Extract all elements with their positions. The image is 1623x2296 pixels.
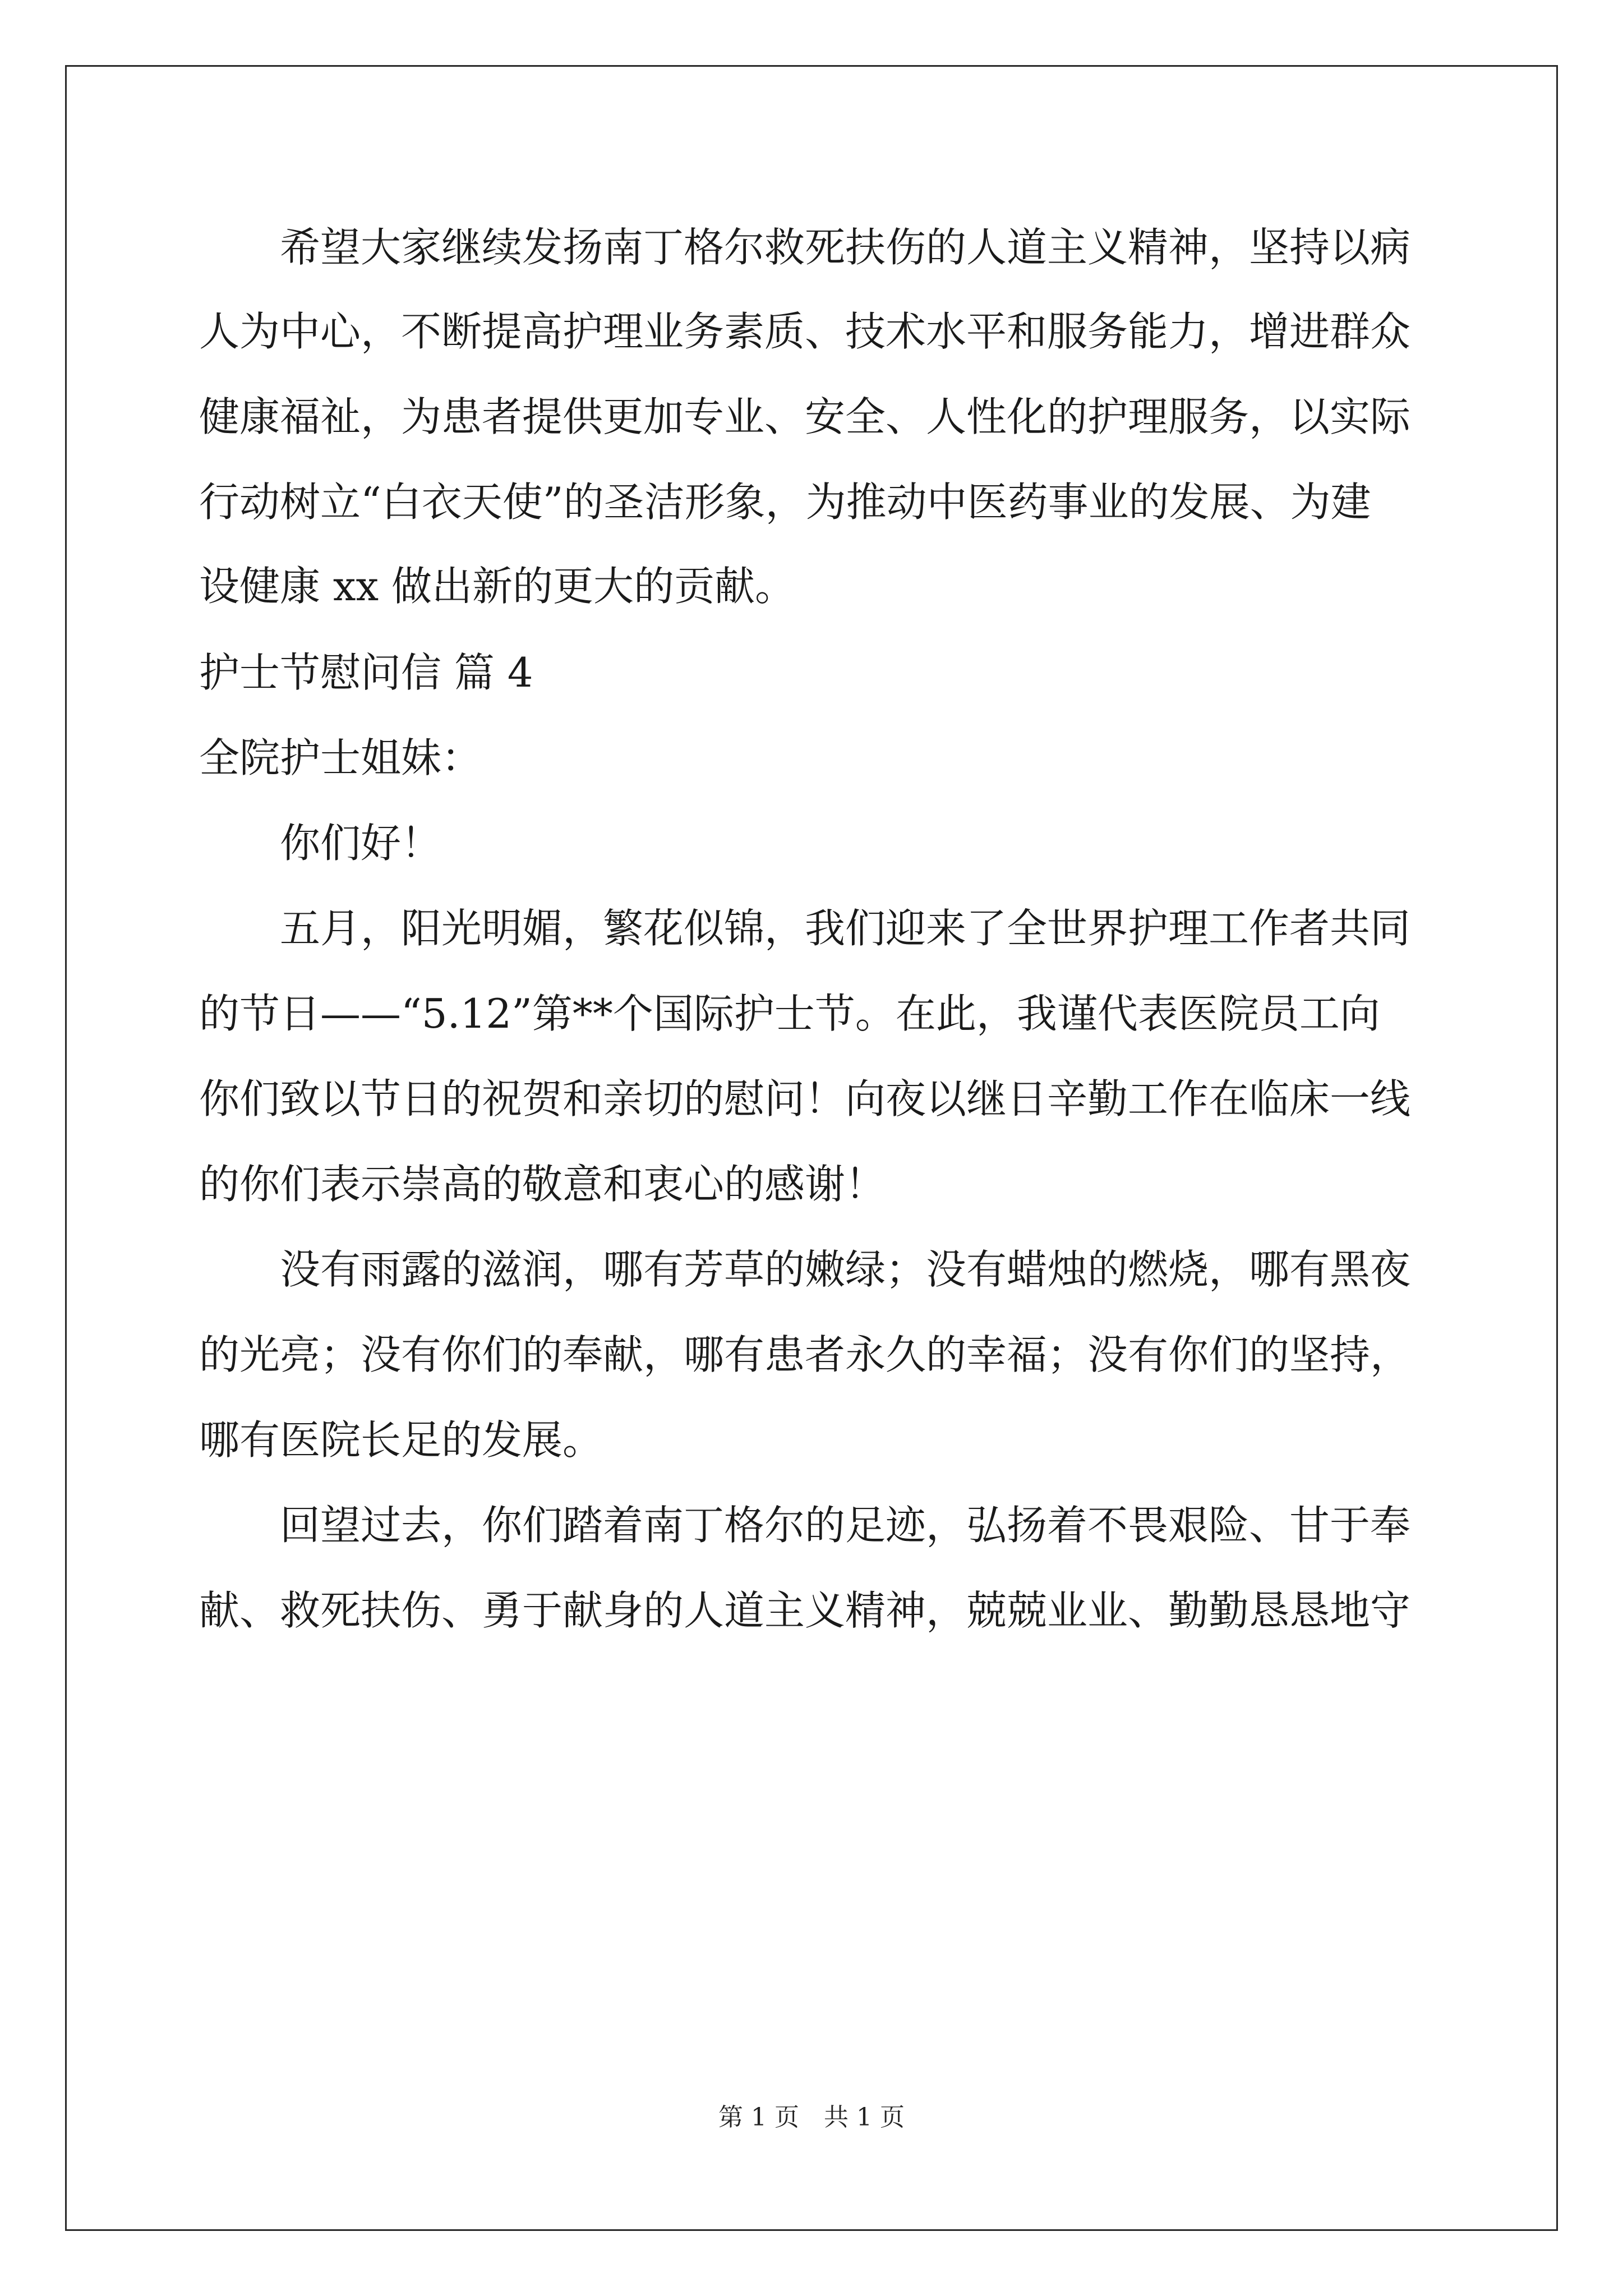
salutation: 全院护士姐妹： <box>199 734 482 781</box>
section-heading: 护士节慰问信 篇 4 <box>199 649 533 696</box>
greeting: 你们好！ <box>199 820 442 867</box>
text-line: 的你们表示崇高的敬意和衷心的感谢！ <box>199 1161 886 1208</box>
text-line: 健康福祉，为患者提供更加专业、安全、人性化的护理服务，以实际 <box>199 393 1411 440</box>
page-border <box>65 65 1558 2231</box>
text-line: 你们致以节日的祝贺和亲切的慰问！向夜以继日辛勤工作在临床一线 <box>199 1075 1411 1122</box>
text-line: 设健康 xx 做出新的更大的贡献。 <box>199 563 795 610</box>
text-line: 哪有医院长足的发展。 <box>199 1416 603 1464</box>
text-line: 的节日——“5.12”第**个国际护士节。在此，我谨代表医院员工向 <box>199 990 1380 1037</box>
text-line: 行动树立“白衣天使”的圣洁形象，为推动中医药事业的发展、为建 <box>199 478 1371 526</box>
text-line: 人为中心，不断提高护理业务素质、技术水平和服务能力，增进群众 <box>199 308 1411 355</box>
text-line: 希望大家继续发扬南丁格尔救死扶伤的人道主义精神，坚持以病 <box>199 224 1411 271</box>
text-line: 五月，阳光明媚，繁花似锦，我们迎来了全世界护理工作者共同 <box>199 905 1411 952</box>
text-line: 献、救死扶伤、勇于献身的人道主义精神，兢兢业业、勤勤恳恳地守 <box>199 1587 1411 1634</box>
page-number: 第 1 页 共 1 页 <box>718 2103 905 2132</box>
text-line: 没有雨露的滋润，哪有芳草的嫩绿；没有蜡烛的燃烧，哪有黑夜 <box>199 1246 1411 1293</box>
text-line: 回望过去，你们踏着南丁格尔的足迹，弘扬着不畏艰险、甘于奉 <box>199 1502 1411 1549</box>
text-line: 的光亮；没有你们的奉献，哪有患者永久的幸福；没有你们的坚持， <box>199 1331 1411 1378</box>
